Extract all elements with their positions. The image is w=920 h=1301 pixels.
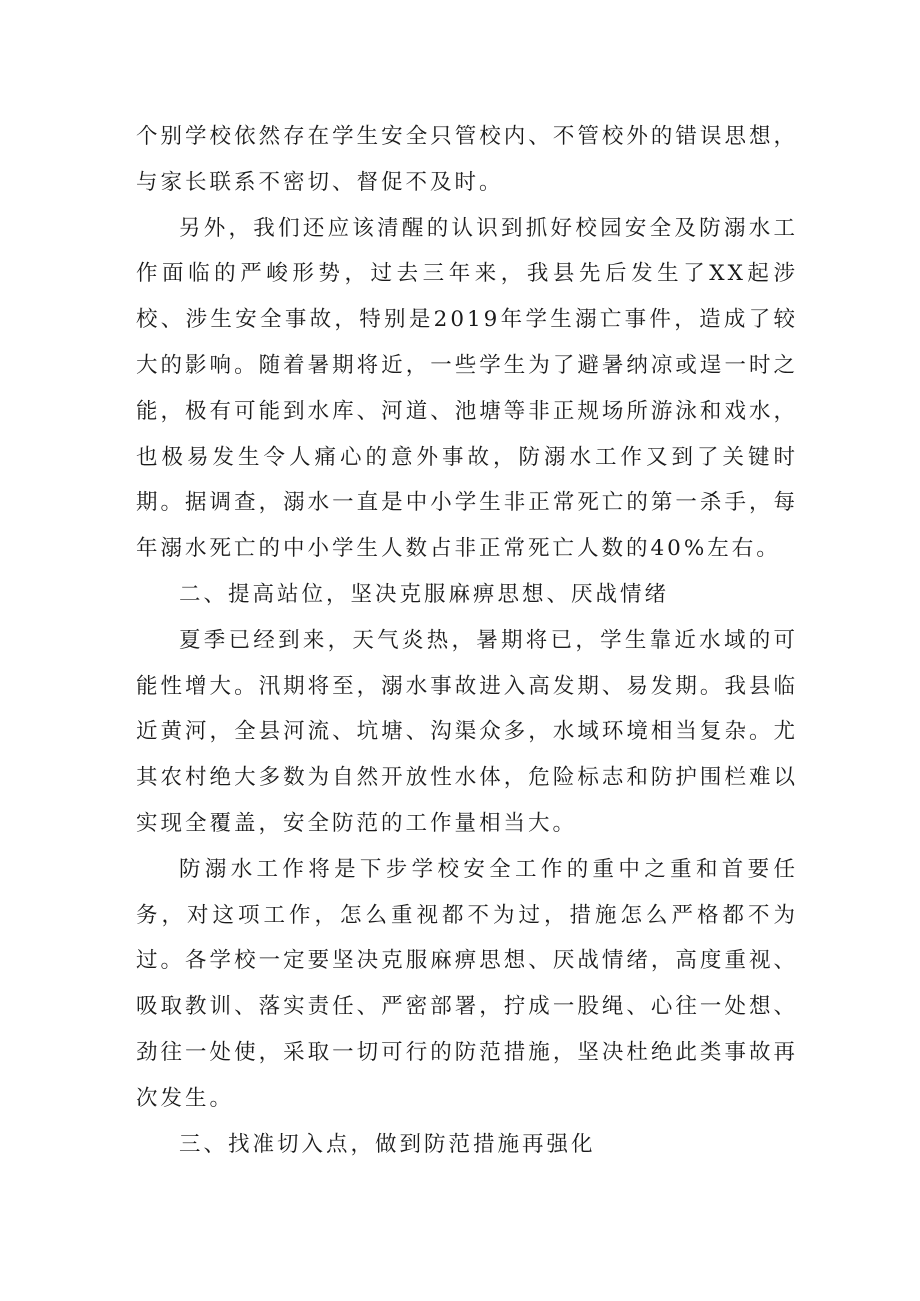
section-heading-3: 三、找准切入点，做到防范措施再强化 [179, 1131, 596, 1157]
paragraph-safety-situation: 另外，我们还应该清醒的认识到抓好校园安全及防溺水工作面临的严峻形势，过去三年来，我县先后发生了XX起涉校、涉生安全事故，特别是2019年学生溺亡事件，造成了较大的影响。随着暑期将近，一些学生为了避暑纳凉或逞一时之能，极有可能到水库、河道、池塘等非正规场所游泳和戏水，也极易发生令人痛心的意外事故，防溺水工作又到了关键时期。据调查，溺水一直是中小学生非正常死亡的第一杀手，每年溺水死亡的中小学生人数占非正常死亡人数的40%左右。 [136, 215, 798, 562]
section-heading-2: 二、提高站位，坚决克服麻痹思想、厌战情绪 [179, 581, 670, 607]
paragraph-summer-risk: 夏季已经到来，天气炎热，暑期将已，学生靠近水域的可能性增大。汛期将至，溺水事故进入高发期、易发期。我县临近黄河，全县河流、坑塘、沟渠众多，水域环境相当复杂。尤其农村绝大多数为自然开放性水体，危险标志和防护围栏难以实现全覆盖，安全防范的工作量相当大。 [136, 627, 798, 836]
document-body [136, 114, 798, 1167]
paragraph-continuation: 个别学校依然存在学生安全只管校内、不管校外的错误思想，与家长联系不密切、督促不及时。 [136, 124, 798, 195]
paragraph-priority-task: 防溺水工作将是下步学校安全工作的重中之重和首要任务，对这项工作，怎么重视都不为过，措施怎么严格都不为过。各学校一定要坚决克服麻痹思想、厌战情绪，高度重视、吸取教训、落实责任、严密部署，拧成一股绳、心往一处想、劲往一处使，采取一切可行的防范措施，坚决杜绝此类事故再次发生。 [136, 856, 798, 1111]
